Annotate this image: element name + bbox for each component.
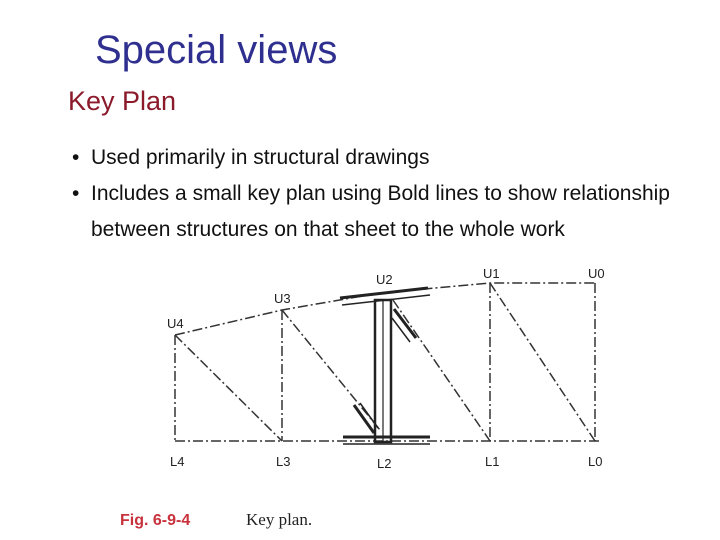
figure-number: Fig. 6-9-4	[120, 512, 191, 529]
node-label-u4: U4	[167, 316, 184, 331]
bullet-text: Used primarily in structural drawings	[91, 146, 430, 169]
slide-title: Special views	[95, 28, 338, 72]
node-label-l2: L2	[377, 456, 392, 471]
diagonal-member	[282, 310, 380, 430]
node-label-u3: U3	[274, 291, 291, 306]
node-label-u0: U0	[588, 266, 605, 281]
diagonal-member	[393, 300, 490, 441]
node-label-u1: U1	[483, 266, 500, 281]
bullet-text: Includes a small key plan using Bold lines to show relationship between structures on that sheet to the whole work	[91, 182, 670, 241]
node-label-l3: L3	[276, 454, 291, 469]
node-label-l0: L0	[588, 454, 603, 469]
slide-subtitle: Key Plan	[68, 86, 177, 116]
node-label-l4: L4	[170, 454, 185, 469]
node-label-l1: L1	[485, 454, 500, 469]
node-label-u2: U2	[376, 272, 393, 287]
bold-key-member	[340, 288, 430, 444]
top-chord	[175, 283, 595, 335]
diagonal-member	[175, 335, 282, 441]
diagonal-member	[490, 283, 595, 441]
figure-caption: Key plan.	[246, 510, 313, 529]
